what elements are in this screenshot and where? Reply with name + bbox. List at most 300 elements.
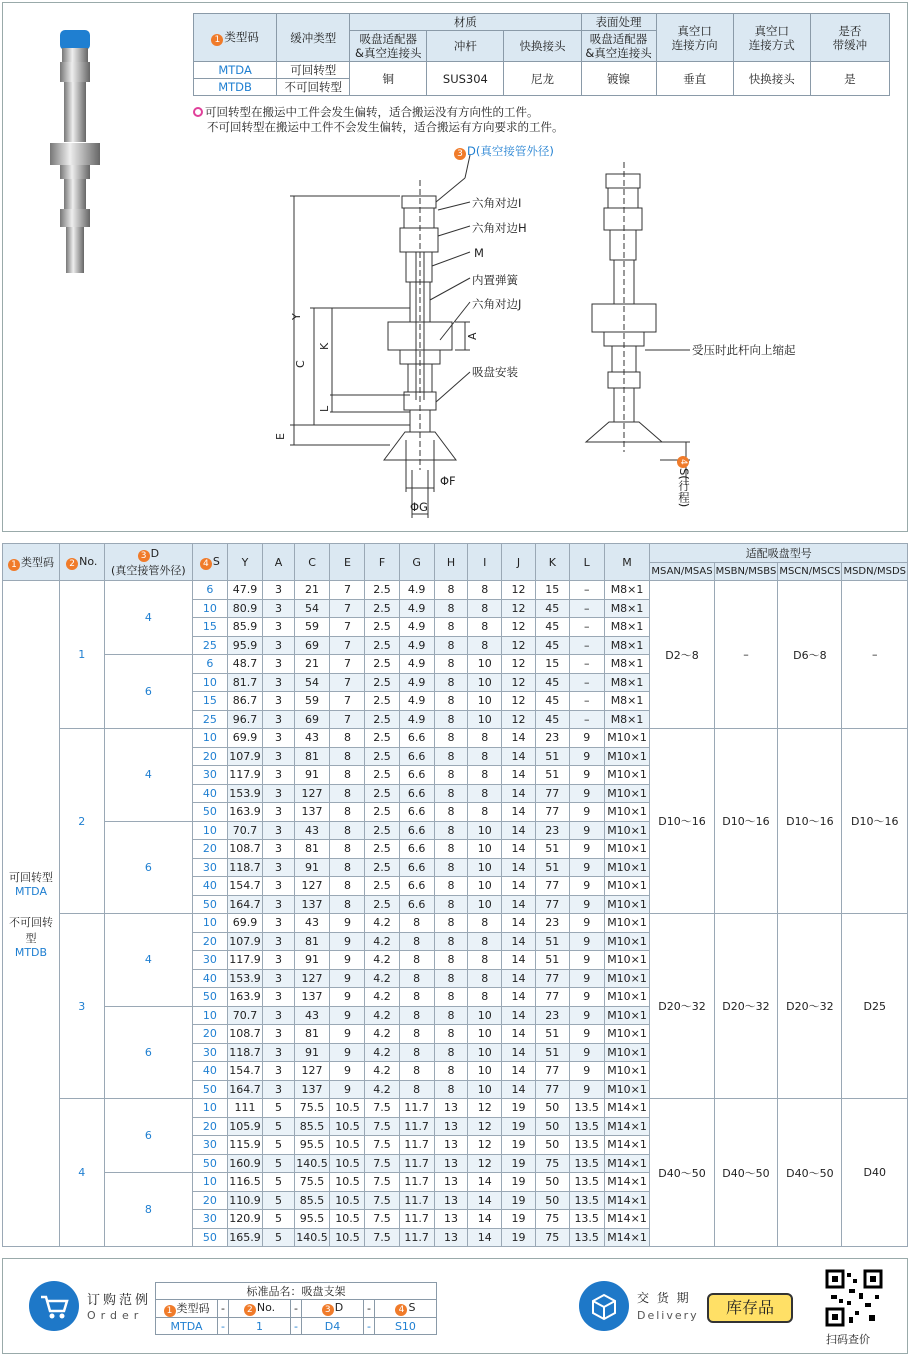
value-cell: 3 [263, 969, 294, 988]
technical-drawing [260, 140, 820, 530]
value-cell: 6.6 [399, 895, 434, 914]
value-cell: 12 [468, 1154, 502, 1173]
value-cell: 19 [502, 1099, 536, 1118]
table-row [3, 581, 908, 600]
value-cell: 3 [263, 1025, 294, 1044]
value-cell: 43 [294, 821, 330, 840]
value-cell: – [569, 673, 604, 692]
d-cell: 8 [104, 1173, 193, 1247]
value-cell: 116.5 [227, 1173, 263, 1192]
pad-cell: D10～16 [778, 729, 842, 914]
value-cell: 45 [535, 692, 569, 711]
value-cell: 10 [468, 821, 502, 840]
value-cell: 8 [434, 673, 468, 692]
dim-l: L [318, 405, 331, 412]
value-cell: 8 [434, 729, 468, 748]
value-cell: 118.7 [227, 1043, 263, 1062]
value-cell: 4.9 [399, 673, 434, 692]
value-cell: 11.7 [399, 1173, 434, 1192]
value-cell: 160.9 [227, 1154, 263, 1173]
value-cell: 12 [468, 1136, 502, 1155]
d-cell: 4 [104, 581, 193, 655]
value-cell: 8 [468, 766, 502, 785]
value-cell: 137 [294, 803, 330, 822]
d-cell: 6 [104, 1099, 193, 1173]
value-cell: 8 [468, 618, 502, 637]
value-cell: 77 [535, 988, 569, 1007]
value-cell: 21 [294, 581, 330, 600]
value-cell: – [569, 710, 604, 729]
value-cell: 13.5 [569, 1117, 604, 1136]
value-cell: 3 [263, 1043, 294, 1062]
value-cell: 10 [468, 1080, 502, 1099]
value-cell: 4.2 [365, 1080, 399, 1099]
value-cell: 47.9 [227, 581, 263, 600]
value-cell: 77 [535, 895, 569, 914]
value-cell: 13 [434, 1228, 468, 1247]
value-cell: 10.5 [330, 1136, 365, 1155]
value-cell: 8 [434, 988, 468, 1007]
value-cell: 10 [193, 599, 227, 618]
value-cell: 14 [502, 821, 536, 840]
value-cell: M14×1 [604, 1154, 650, 1173]
value-cell: 140.5 [294, 1228, 330, 1247]
value-cell: M14×1 [604, 1210, 650, 1229]
value-cell: 8 [434, 1006, 468, 1025]
value-cell: 91 [294, 766, 330, 785]
value-cell: M10×1 [604, 803, 650, 822]
value-cell: 50 [193, 1080, 227, 1099]
pad-cell: – [842, 581, 908, 729]
value-cell: M10×1 [604, 784, 650, 803]
value-cell: M14×1 [604, 1228, 650, 1247]
value-cell: 3 [263, 803, 294, 822]
value-cell: 10 [468, 858, 502, 877]
cart-icon [29, 1281, 79, 1331]
value-cell: 10 [468, 1043, 502, 1062]
pad-cell: D40 [842, 1099, 908, 1247]
d-cell: 6 [104, 655, 193, 729]
value-cell: M10×1 [604, 729, 650, 748]
value-cell: 9 [569, 1006, 604, 1025]
value-cell: 15 [535, 581, 569, 600]
value-cell: 11.7 [399, 1191, 434, 1210]
value-cell: 7.5 [365, 1191, 399, 1210]
value-cell: 8 [399, 1043, 434, 1062]
value-cell: – [569, 655, 604, 674]
value-cell: 30 [193, 1210, 227, 1229]
value-cell: 3 [263, 729, 294, 748]
value-cell: 14 [502, 803, 536, 822]
value-cell: 14 [468, 1191, 502, 1210]
value-cell: 9 [330, 1062, 365, 1081]
value-cell: 20 [193, 932, 227, 951]
value-cell: 137 [294, 988, 330, 1007]
value-cell: 50 [535, 1099, 569, 1118]
value-cell: 81 [294, 1025, 330, 1044]
value-cell: 43 [294, 914, 330, 933]
value-cell: 8 [399, 1062, 434, 1081]
value-cell: – [569, 636, 604, 655]
value-cell: 8 [434, 821, 468, 840]
value-cell: 23 [535, 729, 569, 748]
value-cell: 117.9 [227, 951, 263, 970]
value-cell: 45 [535, 710, 569, 729]
value-cell: 9 [330, 1043, 365, 1062]
value-cell: 6.6 [399, 821, 434, 840]
value-cell: 2.5 [365, 895, 399, 914]
value-cell: 9 [569, 840, 604, 859]
value-cell: 12 [502, 618, 536, 637]
value-cell: 14 [502, 840, 536, 859]
value-cell: 6.6 [399, 729, 434, 748]
value-cell: M10×1 [604, 1043, 650, 1062]
value-cell: 15 [193, 692, 227, 711]
value-cell: 7 [330, 636, 365, 655]
qr-code-icon[interactable] [825, 1269, 883, 1327]
value-cell: 10 [468, 895, 502, 914]
value-cell: 8 [468, 969, 502, 988]
value-cell: 154.7 [227, 1062, 263, 1081]
value-cell: 9 [330, 1025, 365, 1044]
value-cell: 8 [468, 747, 502, 766]
value-cell: 50 [535, 1191, 569, 1210]
value-cell: 11.7 [399, 1210, 434, 1229]
value-cell: 3 [263, 1006, 294, 1025]
dim-e: E [274, 433, 287, 440]
value-cell: 127 [294, 969, 330, 988]
value-cell: 12 [468, 1117, 502, 1136]
value-cell: 81.7 [227, 673, 263, 692]
value-cell: 7 [330, 599, 365, 618]
value-cell: – [569, 581, 604, 600]
value-cell: 10.5 [330, 1117, 365, 1136]
value-cell: 9 [569, 766, 604, 785]
value-cell: M8×1 [604, 655, 650, 674]
value-cell: 7 [330, 710, 365, 729]
value-cell: 6 [193, 655, 227, 674]
value-cell: 8 [399, 1025, 434, 1044]
label-retract: 受压时此杆向上缩起 [692, 343, 796, 357]
table-row [3, 1099, 908, 1118]
value-cell: – [569, 599, 604, 618]
value-cell: 4.2 [365, 1062, 399, 1081]
value-cell: 3 [263, 599, 294, 618]
value-cell: 9 [569, 784, 604, 803]
value-cell: 12 [502, 581, 536, 600]
value-cell: 163.9 [227, 803, 263, 822]
value-cell: 12 [502, 673, 536, 692]
value-cell: 14 [502, 784, 536, 803]
value-cell: 13.5 [569, 1154, 604, 1173]
value-cell: 10 [468, 692, 502, 711]
value-cell: 81 [294, 840, 330, 859]
pad-cell: D6～8 [778, 581, 842, 729]
value-cell: 69.9 [227, 914, 263, 933]
product-photo [40, 28, 110, 278]
value-cell: 2.5 [365, 803, 399, 822]
value-cell: 4.9 [399, 655, 434, 674]
value-cell: 81 [294, 932, 330, 951]
value-cell: 8 [330, 840, 365, 859]
no-cell: 2 [59, 729, 104, 914]
pad-cell: D10～16 [650, 729, 714, 914]
value-cell: 45 [535, 599, 569, 618]
value-cell: 8 [330, 747, 365, 766]
value-cell: 2.5 [365, 655, 399, 674]
pad-cell: D20～32 [714, 914, 778, 1099]
value-cell: 3 [263, 710, 294, 729]
value-cell: 54 [294, 599, 330, 618]
value-cell: 8 [399, 951, 434, 970]
value-cell: 95.5 [294, 1136, 330, 1155]
value-cell: 85.5 [294, 1117, 330, 1136]
value-cell: 5 [263, 1210, 294, 1229]
value-cell: 85.9 [227, 618, 263, 637]
value-cell: 14 [468, 1173, 502, 1192]
value-cell: 105.9 [227, 1117, 263, 1136]
value-cell: 8 [434, 747, 468, 766]
value-cell: 10 [468, 1025, 502, 1044]
value-cell: 8 [434, 784, 468, 803]
value-cell: 10 [193, 1099, 227, 1118]
value-cell: 95.5 [294, 1210, 330, 1229]
pad-cell: D25 [842, 914, 908, 1099]
value-cell: 7.5 [365, 1228, 399, 1247]
value-cell: 43 [294, 729, 330, 748]
value-cell: 10.5 [330, 1228, 365, 1247]
value-cell: 81 [294, 747, 330, 766]
value-cell: 75 [535, 1154, 569, 1173]
value-cell: 4.2 [365, 951, 399, 970]
value-cell: 19 [502, 1210, 536, 1229]
value-cell: M10×1 [604, 1025, 650, 1044]
value-cell: 8 [434, 710, 468, 729]
value-cell: 3 [263, 618, 294, 637]
value-cell: 75 [535, 1210, 569, 1229]
value-cell: 8 [434, 895, 468, 914]
value-cell: M8×1 [604, 599, 650, 618]
value-cell: 3 [263, 784, 294, 803]
value-cell: M8×1 [604, 581, 650, 600]
value-cell: 12 [468, 1099, 502, 1118]
value-cell: 70.7 [227, 821, 263, 840]
value-cell: 14 [502, 969, 536, 988]
value-cell: 8 [399, 969, 434, 988]
value-cell: 3 [263, 988, 294, 1007]
value-cell: 8 [434, 655, 468, 674]
value-cell: 8 [468, 988, 502, 1007]
value-cell: 3 [263, 858, 294, 877]
value-cell: 5 [263, 1191, 294, 1210]
value-cell: M10×1 [604, 988, 650, 1007]
value-cell: 23 [535, 1006, 569, 1025]
value-cell: 8 [434, 1062, 468, 1081]
value-cell: 50 [193, 1228, 227, 1247]
value-cell: 14 [502, 1080, 536, 1099]
value-cell: 7.5 [365, 1210, 399, 1229]
value-cell: 6.6 [399, 784, 434, 803]
value-cell: 6.6 [399, 858, 434, 877]
value-cell: 9 [330, 951, 365, 970]
value-cell: 137 [294, 1080, 330, 1099]
value-cell: 13 [434, 1173, 468, 1192]
value-cell: 95.9 [227, 636, 263, 655]
value-cell: 3 [263, 821, 294, 840]
value-cell: 3 [263, 951, 294, 970]
dim-a: A [466, 332, 479, 340]
value-cell: 117.9 [227, 766, 263, 785]
value-cell: 107.9 [227, 747, 263, 766]
value-cell: 91 [294, 951, 330, 970]
delivery-title: 交 货 期 [637, 1291, 691, 1305]
value-cell: 59 [294, 618, 330, 637]
value-cell: 50 [535, 1136, 569, 1155]
value-cell: 10 [468, 1006, 502, 1025]
label-hex-i: 六角对边I [472, 196, 522, 210]
value-cell: 8 [468, 636, 502, 655]
value-cell: 91 [294, 1043, 330, 1062]
no-cell: 3 [59, 914, 104, 1099]
value-cell: 8 [434, 969, 468, 988]
value-cell: 13 [434, 1210, 468, 1229]
value-cell: 19 [502, 1173, 536, 1192]
value-cell: 4.9 [399, 692, 434, 711]
value-cell: 8 [468, 932, 502, 951]
value-cell: 10 [193, 673, 227, 692]
delivery-subtitle: Delivery [637, 1309, 699, 1322]
value-cell: 8 [468, 914, 502, 933]
value-cell: 69 [294, 710, 330, 729]
delivery-box-icon [579, 1281, 629, 1331]
stock-badge: 库存品 [707, 1293, 793, 1323]
value-cell: 137 [294, 895, 330, 914]
value-cell: 10 [468, 655, 502, 674]
value-cell: 14 [502, 1062, 536, 1081]
value-cell: 51 [535, 951, 569, 970]
value-cell: 75.5 [294, 1099, 330, 1118]
value-cell: 20 [193, 1117, 227, 1136]
value-cell: 4.2 [365, 1025, 399, 1044]
value-cell: 51 [535, 766, 569, 785]
value-cell: 59 [294, 692, 330, 711]
value-cell: 13 [434, 1154, 468, 1173]
value-cell: 75.5 [294, 1173, 330, 1192]
value-cell: 45 [535, 673, 569, 692]
value-cell: 14 [502, 877, 536, 896]
qr-caption: 扫码查价 [826, 1333, 870, 1346]
value-cell: 9 [330, 969, 365, 988]
value-cell: 9 [569, 932, 604, 951]
value-cell: 8 [468, 599, 502, 618]
value-cell: 50 [193, 1154, 227, 1173]
value-cell: 3 [263, 655, 294, 674]
value-cell: 2.5 [365, 692, 399, 711]
order-example-table: 标准品名：吸盘支架 1 类型码 - 2 No. - 3 D - 4 S MTDA - 1 - D4 - S10 [155, 1282, 437, 1335]
value-cell: M10×1 [604, 840, 650, 859]
value-cell: 8 [434, 951, 468, 970]
no-cell: 4 [59, 1099, 104, 1247]
value-cell: 8 [468, 803, 502, 822]
value-cell: 51 [535, 932, 569, 951]
value-cell: 10 [193, 821, 227, 840]
dim-y: Y [290, 313, 303, 320]
pad-cell: – [714, 581, 778, 729]
value-cell: 14 [468, 1228, 502, 1247]
value-cell: 8 [330, 729, 365, 748]
value-cell: 8 [434, 581, 468, 600]
pad-cell: D10～16 [842, 729, 908, 914]
value-cell: 7.5 [365, 1154, 399, 1173]
value-cell: M10×1 [604, 1080, 650, 1099]
value-cell: 50 [535, 1117, 569, 1136]
label-hex-h: 六角对边H [472, 221, 527, 235]
value-cell: 6.6 [399, 877, 434, 896]
value-cell: 110.9 [227, 1191, 263, 1210]
value-cell: 13 [434, 1117, 468, 1136]
value-cell: 10.5 [330, 1154, 365, 1173]
type-cell: 可回转型 MTDA 不可回转型 MTDB [3, 581, 60, 1247]
value-cell: 2.5 [365, 581, 399, 600]
value-cell: 48.7 [227, 655, 263, 674]
value-cell: 10 [193, 1006, 227, 1025]
value-cell: 8 [330, 858, 365, 877]
value-cell: 10 [468, 710, 502, 729]
value-cell: 11.7 [399, 1228, 434, 1247]
value-cell: 7 [330, 618, 365, 637]
value-cell: 5 [263, 1154, 294, 1173]
d-cell: 6 [104, 1006, 193, 1099]
value-cell: 108.7 [227, 1025, 263, 1044]
label-hex-j: 六角对边J [472, 297, 522, 311]
d-cell: 4 [104, 914, 193, 1007]
value-cell: 8 [330, 784, 365, 803]
value-cell: M14×1 [604, 1117, 650, 1136]
value-cell: 2.5 [365, 784, 399, 803]
value-cell: 19 [502, 1228, 536, 1247]
value-cell: 20 [193, 1025, 227, 1044]
value-cell: 3 [263, 895, 294, 914]
value-cell: M8×1 [604, 710, 650, 729]
value-cell: 8 [434, 636, 468, 655]
value-cell: 3 [263, 636, 294, 655]
value-cell: 2.5 [365, 618, 399, 637]
value-cell: 20 [193, 747, 227, 766]
value-cell: 9 [330, 1080, 365, 1099]
value-cell: 14 [502, 1006, 536, 1025]
value-cell: 8 [399, 914, 434, 933]
pad-cell: D40～50 [714, 1099, 778, 1247]
pad-cell: D20～32 [778, 914, 842, 1099]
value-cell: 77 [535, 1080, 569, 1099]
value-cell: 7.5 [365, 1173, 399, 1192]
value-cell: M10×1 [604, 951, 650, 970]
value-cell: 8 [468, 729, 502, 748]
value-cell: 75 [535, 1228, 569, 1247]
value-cell: 77 [535, 803, 569, 822]
value-cell: 153.9 [227, 969, 263, 988]
value-cell: 7 [330, 673, 365, 692]
value-cell: 13.5 [569, 1191, 604, 1210]
value-cell: 8 [330, 803, 365, 822]
value-cell: 77 [535, 1062, 569, 1081]
value-cell: 30 [193, 858, 227, 877]
value-cell: 3 [263, 766, 294, 785]
value-cell: 51 [535, 1043, 569, 1062]
value-cell: 7 [330, 581, 365, 600]
value-cell: M14×1 [604, 1191, 650, 1210]
pad-cell: D40～50 [650, 1099, 714, 1247]
